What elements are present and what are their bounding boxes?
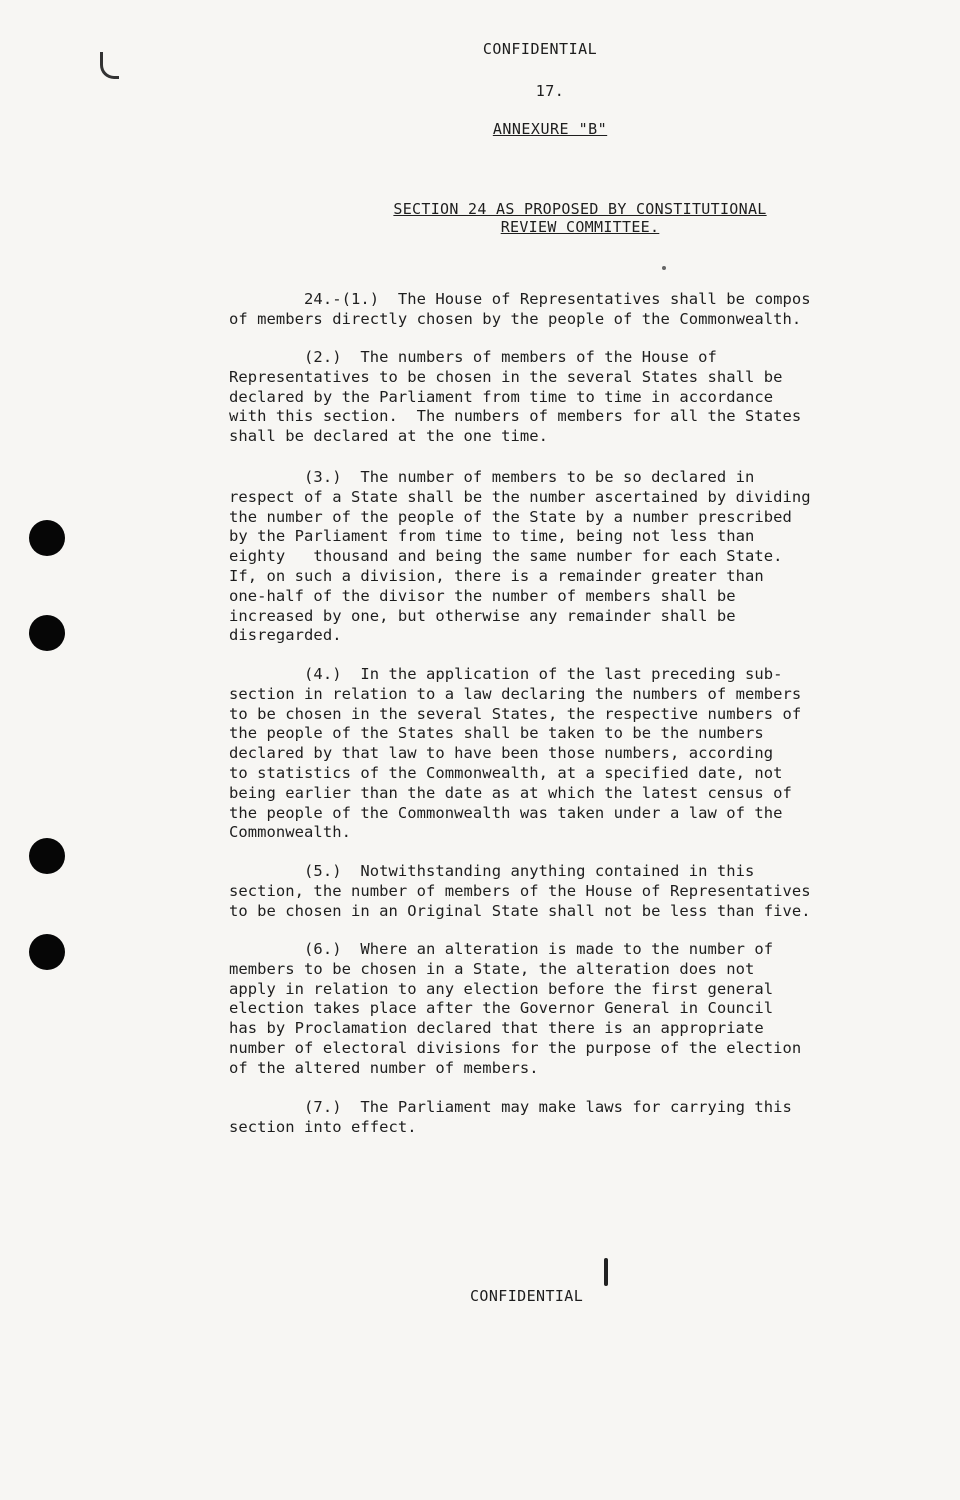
ink-mark bbox=[604, 1258, 608, 1286]
punch-hole bbox=[29, 520, 65, 556]
footer-classification: CONFIDENTIAL bbox=[470, 1287, 584, 1305]
punch-hole bbox=[29, 615, 65, 651]
paragraph-subsection-4: (4.) In the application of the last preceding sub- section in relation to a law declaring the numbers of members to be chosen in the several States, the respective numbers of the people of the States shall be taken to be the numbers declared by that law to have been those numbers, according to statistics of the Commonwealth, at a specified date, not being earlier than the date as at which the latest census of the people of the Commonwealth was taken under a law of the Commonwealth. bbox=[229, 665, 802, 842]
section-title bbox=[340, 200, 820, 236]
punch-hole bbox=[29, 934, 65, 970]
paragraph-subsection-6: (6.) Where an alteration is made to the number of members to be chosen in a State, the alteration does not apply in relation to any election before the first general election takes place after the Governor General in Council has by Proclamation declared that there is an appropriate number of electoral divisions for the purpose of the election of the altered number of members. bbox=[229, 940, 802, 1077]
paragraph-subsection-7: (7.) The Parliament may make laws for carrying this section into effect. bbox=[229, 1098, 792, 1136]
paragraph-subsection-2: (2.) The numbers of members of the House of Representatives to be chosen in the several States shall be declared by the Parliament from time to time in accordance with this section. The numbers of members for all the States shall be declared at the one time. bbox=[229, 348, 802, 446]
paragraph-subsection-1: 24.-(1.) The House of Representatives shall be compos of members directly chosen by the people of the Commonwealth. bbox=[229, 290, 811, 328]
header-classification: CONFIDENTIAL bbox=[482, 40, 598, 58]
ink-speck bbox=[662, 266, 666, 270]
paragraph-subsection-3: (3.) The number of members to be so declared in respect of a State shall be the number ascertained by dividing the number of the people of the State by a number prescribed by the Parliament from time to time, being not less than eighty thousand and being the same number for each State. If, on such a division, there is a remainder greater than one-half of the divisor the number of members shall be increased by one, but otherwise any remainder shall be disregarded. bbox=[229, 468, 811, 645]
annexure-heading: ANNEXURE "B" bbox=[492, 120, 608, 138]
punch-hole bbox=[29, 838, 65, 874]
section-title-line2: REVIEW COMMITTEE. bbox=[500, 218, 660, 236]
paragraph-subsection-5: (5.) Notwithstanding anything contained in this section, the number of members of the House of Representatives to be chosen in an Original State shall not be less than five. bbox=[229, 862, 811, 920]
page-number: 17. bbox=[535, 82, 565, 100]
section-title-line1: SECTION 24 AS PROPOSED BY CONSTITUTIONAL bbox=[393, 200, 767, 218]
